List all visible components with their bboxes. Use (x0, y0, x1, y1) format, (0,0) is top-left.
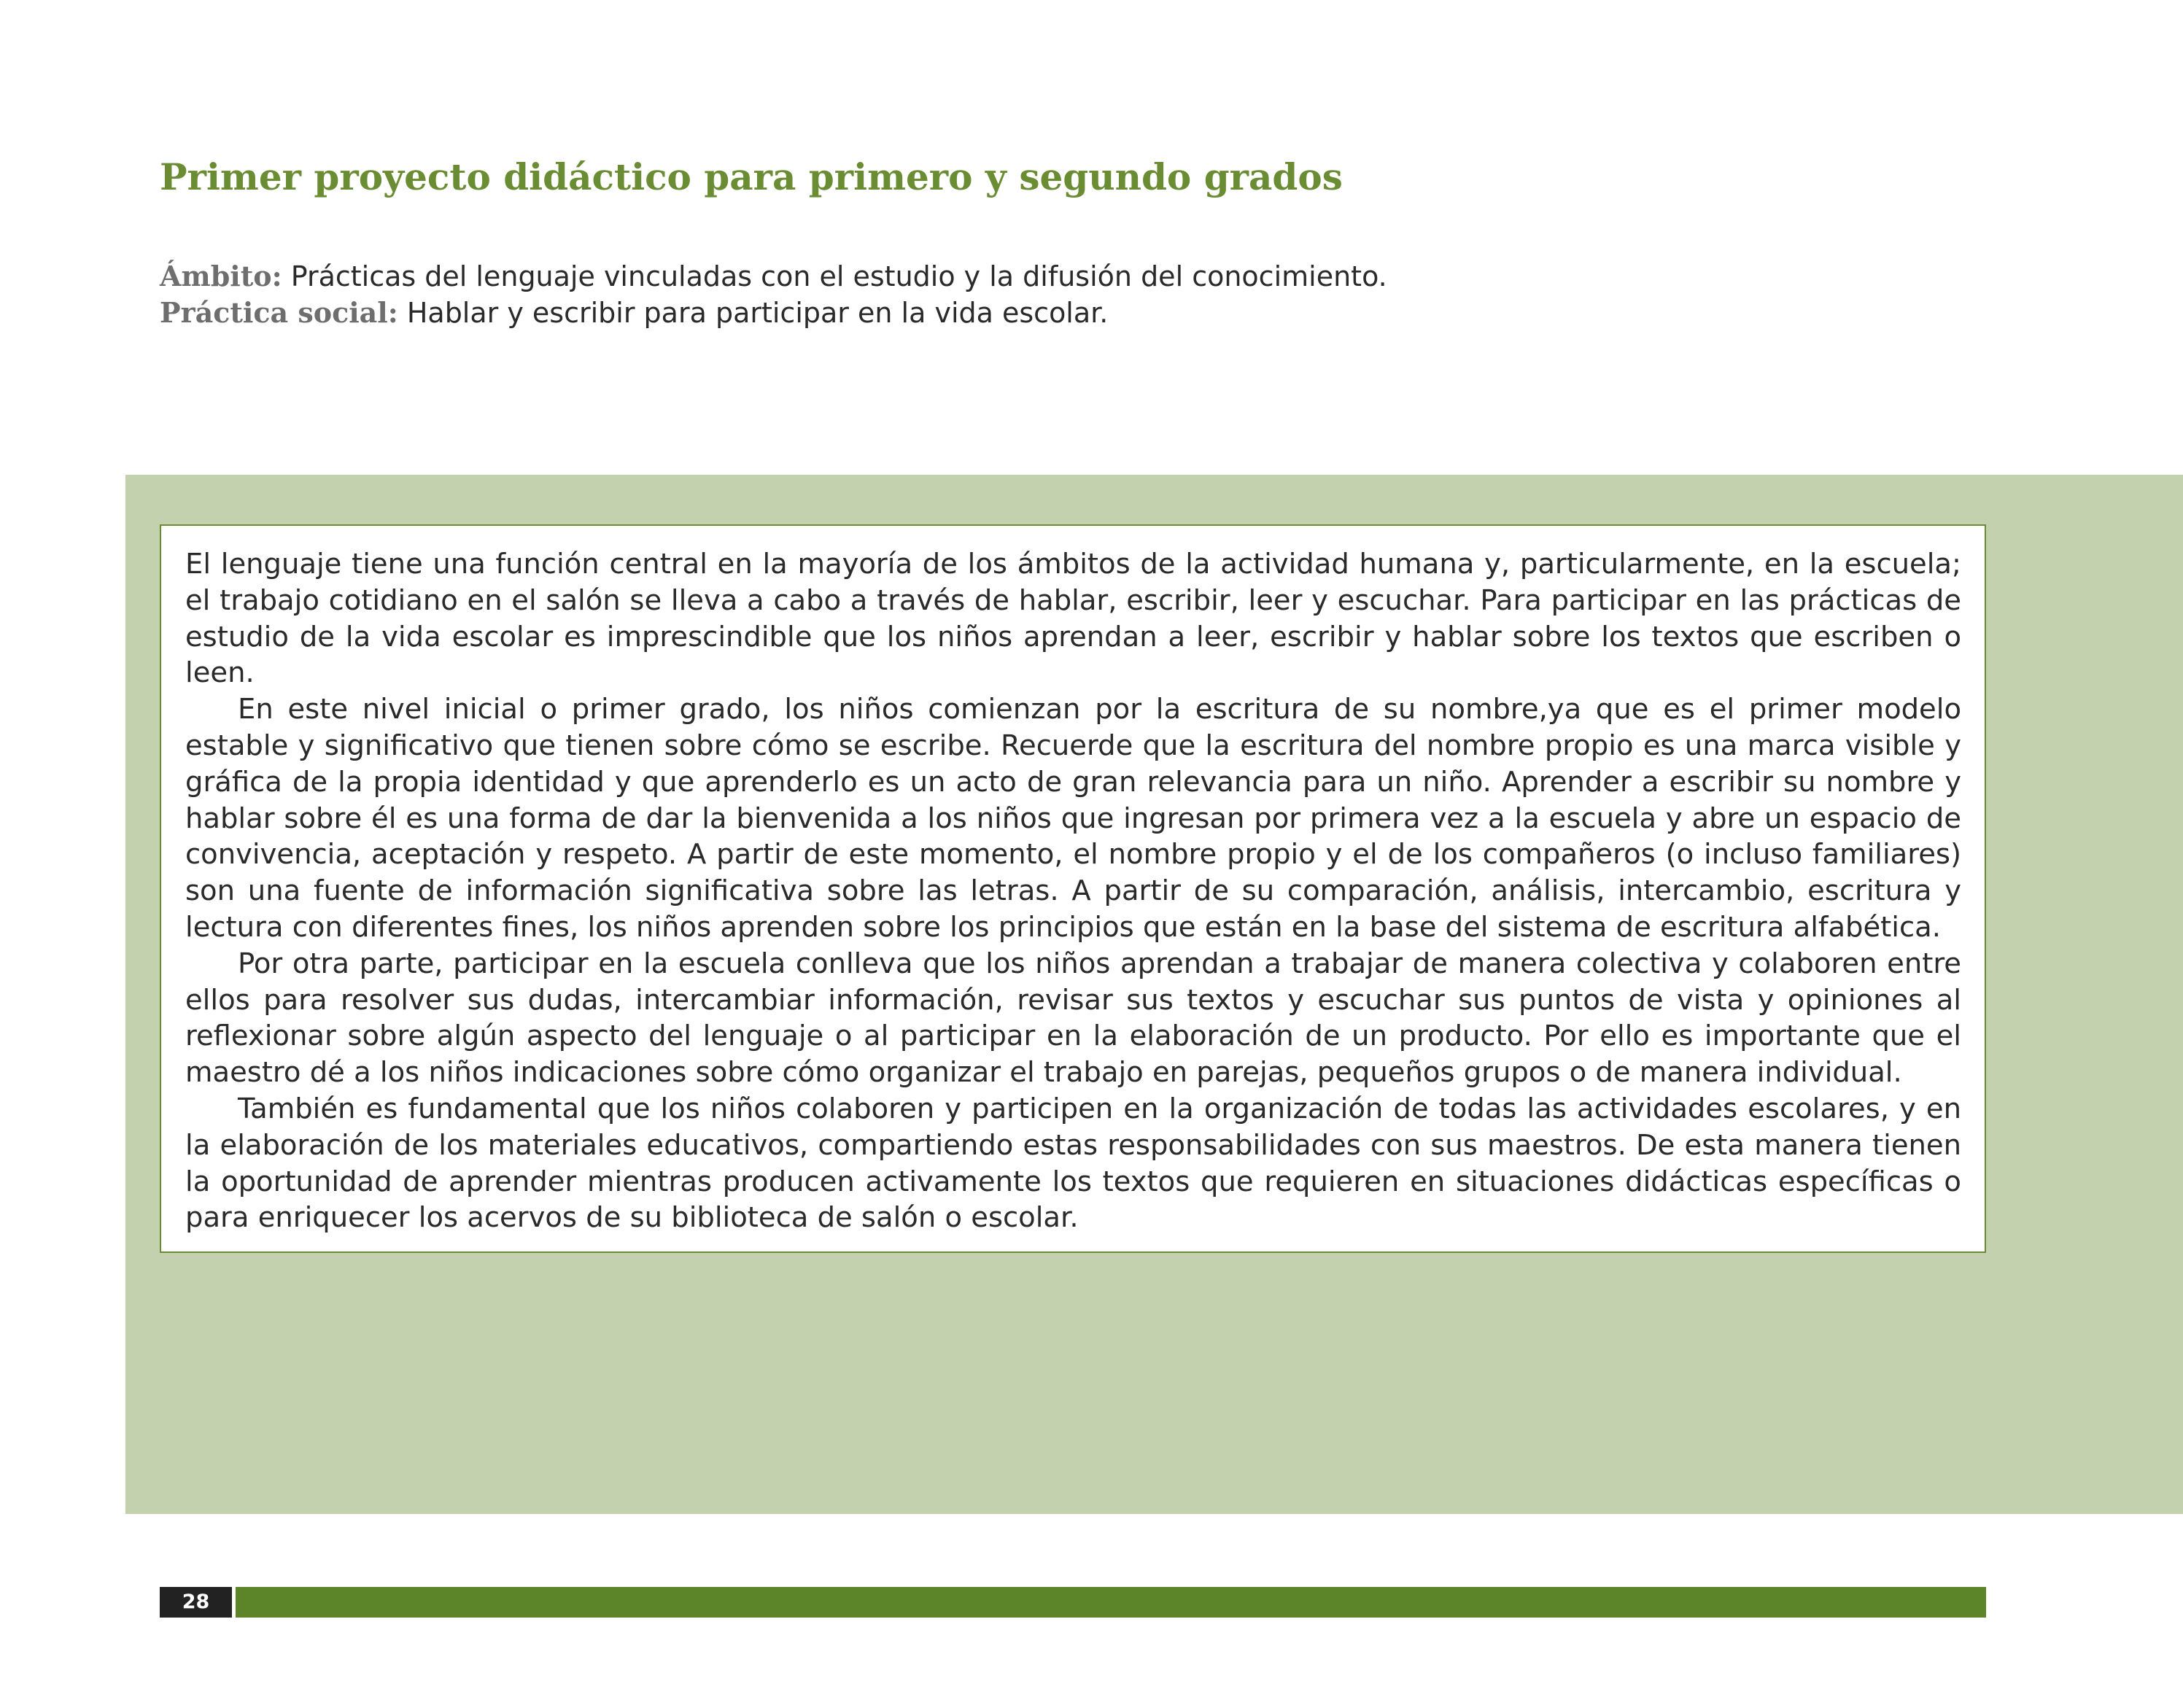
practica-social-label: Práctica social: (160, 296, 398, 329)
page-number: 28 (160, 1587, 232, 1618)
ambito-label: Ámbito: (160, 260, 282, 292)
body-paragraph-4: También es fundamental que los niños colaboren y participen en la organización de todas las actividades escolares, y en la elaboración de los materiales educativos, compartiendo estas responsabilidades con sus maestros. De esta manera tienen la oportunidad de aprender mientras producen activamente los textos que requieren en situaciones didácticas específicas o para enriquecer los acervos de su biblioteca de salón o escolar. (185, 1092, 1961, 1235)
practica-social-line (160, 295, 1387, 331)
ambito-value: Prácticas del lenguaje vinculadas con el estudio y la difusión del conocimiento. (290, 260, 1387, 292)
page-title: Primer proyecto didáctico para primero y segundo grados (160, 155, 1343, 198)
practica-social-value: Hablar y escribir para participar en la vida escolar. (406, 297, 1109, 329)
body-paragraph-1: El lenguaje tiene una función central en la mayoría de los ámbitos de la actividad humana y, particularmente, en la escuela; el trabajo cotidiano en el salón se lleva a cabo a través de hablar, escribir, leer y escuchar. Para participar en las prácticas de estudio de la vida escolar es imprescindible que los niños aprendan a leer, escribir y hablar sobre los textos que escriben o leen. (185, 548, 1961, 690)
body-paragraph-2: En este nivel inicial o primer grado, los niños comienzan por la escritura de su nombre,ya que es el primer modelo estable y significativo que tienen sobre cómo se escribe. Recuerde que la escritura del nombre propio es una marca visible y gráfica de la propia identidad y que aprenderlo es un acto de gran relevancia para un niño. Aprender a escribir su nombre y hablar sobre él es una forma de dar la bienvenida a los niños que ingresan por primera vez a la escuela y abre un espacio de convivencia, aceptación y respeto. A partir de este momento, el nombre propio y el de los compañeros (o incluso familiares) son una fuente de información significativa sobre las letras. A partir de su comparación, análisis, intercambio, escritura y lectura con diferentes fines, los niños aprenden sobre los principios que están en la base del sistema de escritura alfabética. (185, 693, 1961, 944)
ambito-line (160, 258, 1387, 295)
project-meta (160, 258, 1387, 331)
footer-bar (236, 1587, 1986, 1618)
body-paragraph-3: Por otra parte, participar en la escuela conlleva que los niños aprendan a trabajar de manera colectiva y colaboren entre ellos para resolver sus dudas, intercambiar información, revisar sus textos y escuchar sus puntos de vista y opiniones al reflexionar sobre algún aspecto del lenguaje o al participar en la elaboración de un producto. Por ello es importante que el maestro dé a los niños indicaciones sobre cómo organizar el trabajo en parejas, pequeños grupos o de manera individual. (185, 947, 1961, 1090)
intro-text-box (160, 524, 1986, 1253)
